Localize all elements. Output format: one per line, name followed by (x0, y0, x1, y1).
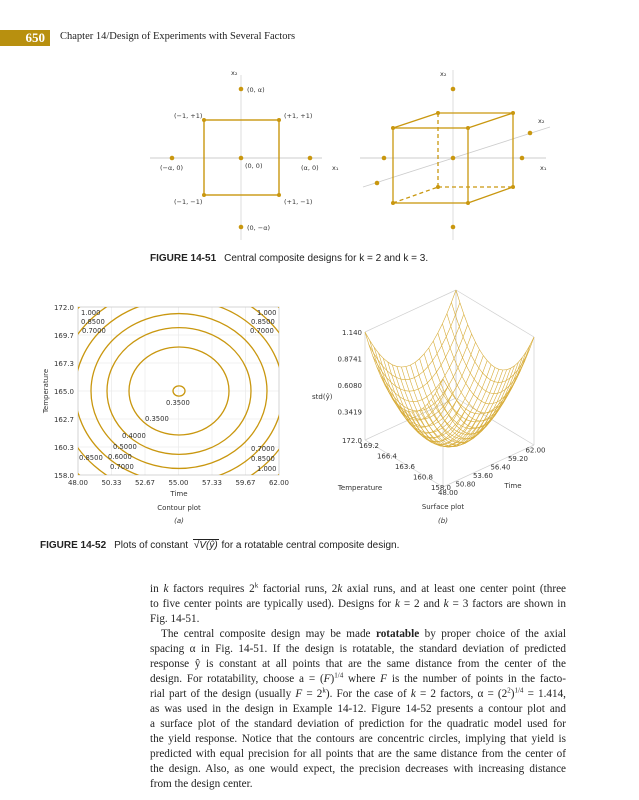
y-tick-label: 172.0 (53, 304, 74, 312)
text-run: is the number of points in the facto- (387, 673, 566, 685)
sublabel: (b) (438, 517, 448, 525)
text-run: = 2 factors, α = (2 (415, 688, 508, 700)
contour-label: 0.7000 (250, 327, 274, 335)
mesh-line (365, 290, 456, 367)
contour-label: 0.3500 (166, 399, 190, 407)
text-run: Fig. 14-51. (150, 613, 200, 625)
y-tick-label: 162.7 (53, 416, 74, 424)
temperature-tick-label: 172.0 (341, 437, 362, 445)
contour-label: 0.8500 (251, 318, 275, 326)
body-text (150, 582, 566, 792)
point-label: (+1, +1) (284, 112, 313, 120)
contour-label: 1.000 (257, 465, 277, 473)
contour-label: 0.8500 (79, 454, 103, 462)
point-label: (−1, −1) (174, 198, 203, 206)
contour-label: 1.000 (81, 309, 101, 317)
point-label: (0, 0) (245, 162, 263, 170)
text-line (150, 777, 566, 792)
text-run: = 1.414, (523, 688, 566, 700)
text-run: factors requires 2 (168, 583, 255, 595)
contour-label: 1.000 (257, 309, 277, 317)
z-tick-label: 0.6080 (337, 382, 362, 390)
y-tick-label: 160.3 (53, 444, 74, 452)
mesh-line (404, 368, 495, 445)
contour-label: 0.6000 (108, 453, 132, 461)
x-tick-label: 57.33 (201, 479, 223, 487)
text-line (150, 672, 566, 687)
time-tick-label: 53.60 (472, 472, 494, 480)
x1-label: x₁ (332, 164, 339, 172)
x-tick-label: 50.33 (101, 479, 122, 487)
point-label: (−1, +1) (174, 112, 203, 120)
y-axis-label: Temperature (42, 368, 50, 414)
point-label: (0, α) (247, 86, 265, 94)
text-run: to five center points are typically used). Designs for (150, 598, 395, 610)
y-tick-label: 169.7 (53, 332, 74, 340)
ccd-3d-diagram (360, 70, 550, 240)
text-run: 1/4 (514, 686, 524, 695)
x-tick-label: 48.00 (67, 479, 89, 487)
plot-title: Contour plot (157, 504, 201, 512)
contour-label: 0.8500 (251, 455, 275, 463)
text-run: 1/4 (334, 671, 344, 680)
y-tick-label: 158.0 (53, 472, 74, 480)
ccd-2d-diagram (150, 69, 339, 240)
time-tick-label: 62.00 (525, 446, 546, 455)
text-line (150, 642, 566, 657)
text-line (150, 717, 566, 732)
box-edge (456, 398, 534, 445)
point-label: (α, 0) (301, 164, 319, 172)
text-run: k (254, 581, 259, 590)
z-tick-label: 0.8741 (337, 355, 362, 364)
temperature-tick-label: 158.0 (430, 484, 452, 492)
text-run: = 2 and (399, 598, 444, 610)
x-tick-label: 59.67 (235, 479, 256, 487)
figure-14-52-caption (40, 540, 399, 551)
caption-label: FIGURE 14-52 (40, 540, 107, 551)
text-run: ) (510, 688, 515, 700)
time-tick-label: 50.80 (455, 480, 476, 489)
x-tick-label: 52.67 (134, 479, 156, 487)
x2-label: x₂ (440, 70, 447, 78)
text-line (150, 747, 566, 762)
point-label: (−α, 0) (160, 164, 184, 172)
text-run: ) (330, 673, 335, 685)
text-run: 2 (507, 686, 511, 695)
text-run: F (323, 673, 331, 685)
text-run: axial runs, and at least one center point (three (342, 583, 566, 595)
temperature-tick-label: 166.4 (376, 452, 398, 461)
text-run: F (380, 673, 388, 685)
figure-14-52 (0, 280, 639, 530)
sqrt-content: V(ŷ) (199, 540, 218, 551)
point-label: (0, −α) (247, 224, 271, 232)
time-tick-label: 48.00 (437, 489, 459, 497)
z-axis-label: std(ŷ) (312, 393, 333, 401)
text-run: a surface plot of the standard deviation of prediction for the quadratic model used for (150, 718, 566, 730)
contour-label: 0.4000 (122, 432, 146, 440)
text-line (150, 597, 566, 612)
sqrt-expression: √V(ŷ) (193, 540, 218, 551)
box-edge (365, 290, 456, 332)
figure-14-51 (0, 0, 639, 270)
running-head: Chapter 14/Design of Experiments with Several Factors (60, 31, 296, 42)
surface-plot (312, 290, 546, 525)
y-tick-label: 165.0 (53, 388, 74, 396)
z-tick-label: 0.3419 (337, 408, 362, 417)
figure-14-51-caption (150, 253, 428, 264)
text-run: where (343, 673, 381, 685)
text-line (150, 732, 566, 747)
mesh-line (429, 348, 507, 428)
temperature-tick-label: 163.6 (394, 463, 416, 471)
mesh-line (369, 303, 460, 380)
x-tick-label: 62.00 (268, 479, 290, 487)
page-number: 650 (0, 30, 50, 46)
text-line (150, 762, 566, 777)
text-run: rial part of the design (usually (150, 688, 296, 700)
contour-plot (21, 280, 337, 530)
text-run: k (410, 688, 416, 700)
temperature-axis-label: Temperature (337, 484, 383, 492)
text-run: response ŷ is constant at all points that are the same distance from the center of the (150, 658, 566, 670)
text-line (150, 582, 566, 597)
mesh-line (373, 314, 464, 391)
caption-text: for a rotatable central composite design. (218, 540, 400, 551)
caption-text: Central composite designs for k = 2 and k = 3. (224, 253, 429, 264)
x2-diag-label: x₂ (538, 117, 545, 125)
box-edge (456, 290, 534, 337)
text-run: design. For rotatability, choose a = ( (150, 673, 324, 685)
contour-label: 0.7000 (251, 445, 275, 453)
caption-text: Plots of constant (114, 540, 191, 551)
contour-label: 0.7000 (82, 327, 106, 335)
text-run: predicted with equal precision for all points that are the same distance from the center of (150, 748, 566, 760)
x2-label: x₂ (231, 69, 238, 77)
text-run: spacing α in Fig. 14-51. If the design is rotatable, the standard deviation of predicted (150, 643, 566, 655)
text-run: The central composite design may be made (161, 628, 376, 640)
x1-label: x₁ (540, 164, 547, 172)
temperature-tick-label: 169.2 (358, 442, 380, 450)
x-axis-label: Time (170, 490, 188, 498)
text-run: k (322, 686, 326, 695)
z-tick-label: 1.140 (341, 329, 362, 337)
text-run: the yield response. Notice that the contours are concentric circles, implying that yield is (150, 733, 566, 745)
text-run: k (394, 598, 400, 610)
text-run: by proper choice of the axial (419, 628, 566, 640)
text-run: = 2 (302, 688, 323, 700)
text-line (150, 627, 566, 642)
text-run: rotatable (375, 628, 420, 640)
caption-label: FIGURE 14-51 (150, 253, 217, 264)
temperature-tick-label: 160.8 (412, 473, 434, 482)
y-tick-label: 167.3 (53, 360, 74, 368)
text-run: ). For the case of (325, 688, 411, 700)
plot-title: Surface plot (421, 503, 465, 511)
time-tick-label: 56.40 (490, 463, 511, 472)
text-run: F (295, 688, 303, 700)
text-run: in (150, 583, 164, 595)
text-run: k (443, 598, 449, 610)
x-tick-label: 55.00 (168, 479, 189, 487)
text-run: as was used in the design in Example 14-12. Figure 14-52 presents a contour plot and (150, 703, 566, 715)
time-tick-label: 59.20 (507, 455, 529, 463)
text-run: k (337, 583, 343, 595)
text-line (150, 687, 566, 702)
text-run: the design. Also, as one would expect, the precision decreases with increasing distance (150, 763, 566, 775)
mesh-line (439, 345, 530, 422)
text-line (150, 612, 566, 627)
contour-label: 0.5000 (113, 443, 137, 451)
point-label: (+1, −1) (284, 198, 313, 206)
text-line (150, 657, 566, 672)
text-run: k (163, 583, 169, 595)
sublabel: (a) (174, 517, 184, 525)
text-run: factorial runs, 2 (258, 583, 338, 595)
text-run: from the design center. (150, 778, 253, 790)
time-axis-label: Time (504, 482, 522, 490)
mesh-line (443, 337, 534, 414)
mesh-line (370, 340, 448, 420)
text-line (150, 702, 566, 717)
contour-label: 0.8500 (81, 318, 105, 326)
contour-label: 0.3500 (145, 415, 169, 423)
text-run: = 3 factors are shown in (448, 598, 566, 610)
contour-label: 0.7000 (110, 463, 134, 471)
